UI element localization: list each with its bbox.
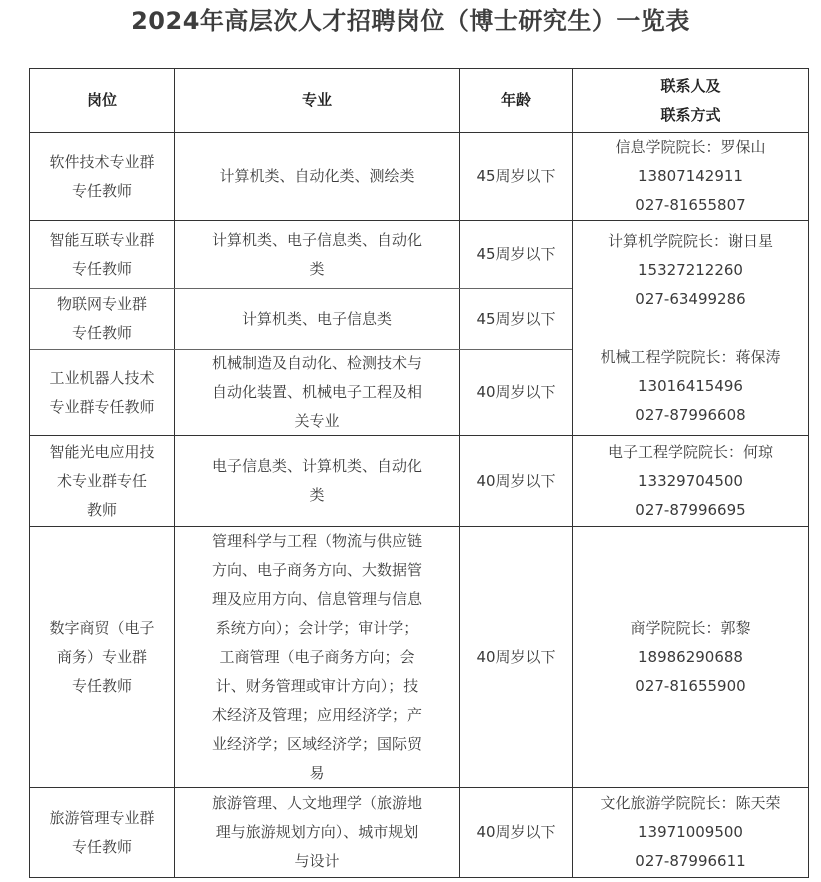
row-major: 计算机类、电子信息类、自动化 类 <box>211 230 422 278</box>
row-contact: 商学院院长：郭黎 18986290688 027-81655900 <box>630 618 751 695</box>
row-age: 45周岁以下 <box>476 167 556 185</box>
row-age: 45周岁以下 <box>476 245 556 263</box>
row-position: 数字商贸（电子 商务）专业群 专任教师 <box>49 618 155 695</box>
row-major: 旅游管理、人文地理学（旅游地 理与旅游规划方向）、城市规划 与设计 <box>211 794 422 870</box>
recruitment-table <box>29 68 809 878</box>
row-major: 电子信息类、计算机类、自动化 类 <box>211 457 422 504</box>
merged-contact-cell: 计算机学院院长：谢日星 15327212260 027-63499286 机械工程学院院长：蒋保涛 13016415496 027-87996608 <box>600 231 781 424</box>
row-age: 40周岁以下 <box>476 647 556 666</box>
header-position: 岗位 <box>86 91 117 109</box>
row-age: 40周岁以下 <box>476 471 556 490</box>
row-contact: 文化旅游学院院长：陈天荣 13971009500 027-87996611 <box>600 794 781 870</box>
row-age: 40周岁以下 <box>476 823 556 841</box>
row-position: 智能互联专业群 专任教师 <box>49 230 155 278</box>
row-position: 智能光电应用技 术专业群专任 教师 <box>49 442 155 519</box>
header-contact: 联系人及 联系方式 <box>660 76 721 124</box>
row-major: 管理科学与工程（物流与供应链 方向、电子商务方向、大数据管 理及应用方向、信息管理与信息 系统方向）；会计学；审计学； 工商管理（电子商务方向；会 计、财务管理或审计方向）；技 术经济及管理；应用经济学；产 业经济学；区域经济学；国际贸 易 <box>211 531 422 782</box>
row-major: 计算机类、电子信息类 <box>241 309 392 328</box>
row-age: 45周岁以下 <box>476 309 556 328</box>
row-position: 软件技术专业群 专任教师 <box>49 152 155 200</box>
header-age: 年龄 <box>500 91 531 109</box>
row-position: 旅游管理专业群 专任教师 <box>49 808 155 856</box>
row-contact: 信息学院院长：罗保山 13807142911 027-81655807 <box>615 138 766 214</box>
document-title: 2024年高层次人才招聘岗位（博士研究生）一览表 <box>131 7 690 35</box>
row-position: 工业机器人技术 专业群专任教师 <box>49 368 155 416</box>
row-major: 机械制造及自动化、检测技术与 自动化装置、机械电子工程及相 关专业 <box>211 354 422 430</box>
header-major: 专业 <box>301 91 332 109</box>
row-age: 40周岁以下 <box>476 383 556 401</box>
row-position: 物联网专业群 专任教师 <box>56 295 147 342</box>
row-major: 计算机类、自动化类、测绘类 <box>219 167 415 185</box>
row-contact: 电子工程学院院长：何琼 13329704500 027-87996695 <box>607 442 773 519</box>
